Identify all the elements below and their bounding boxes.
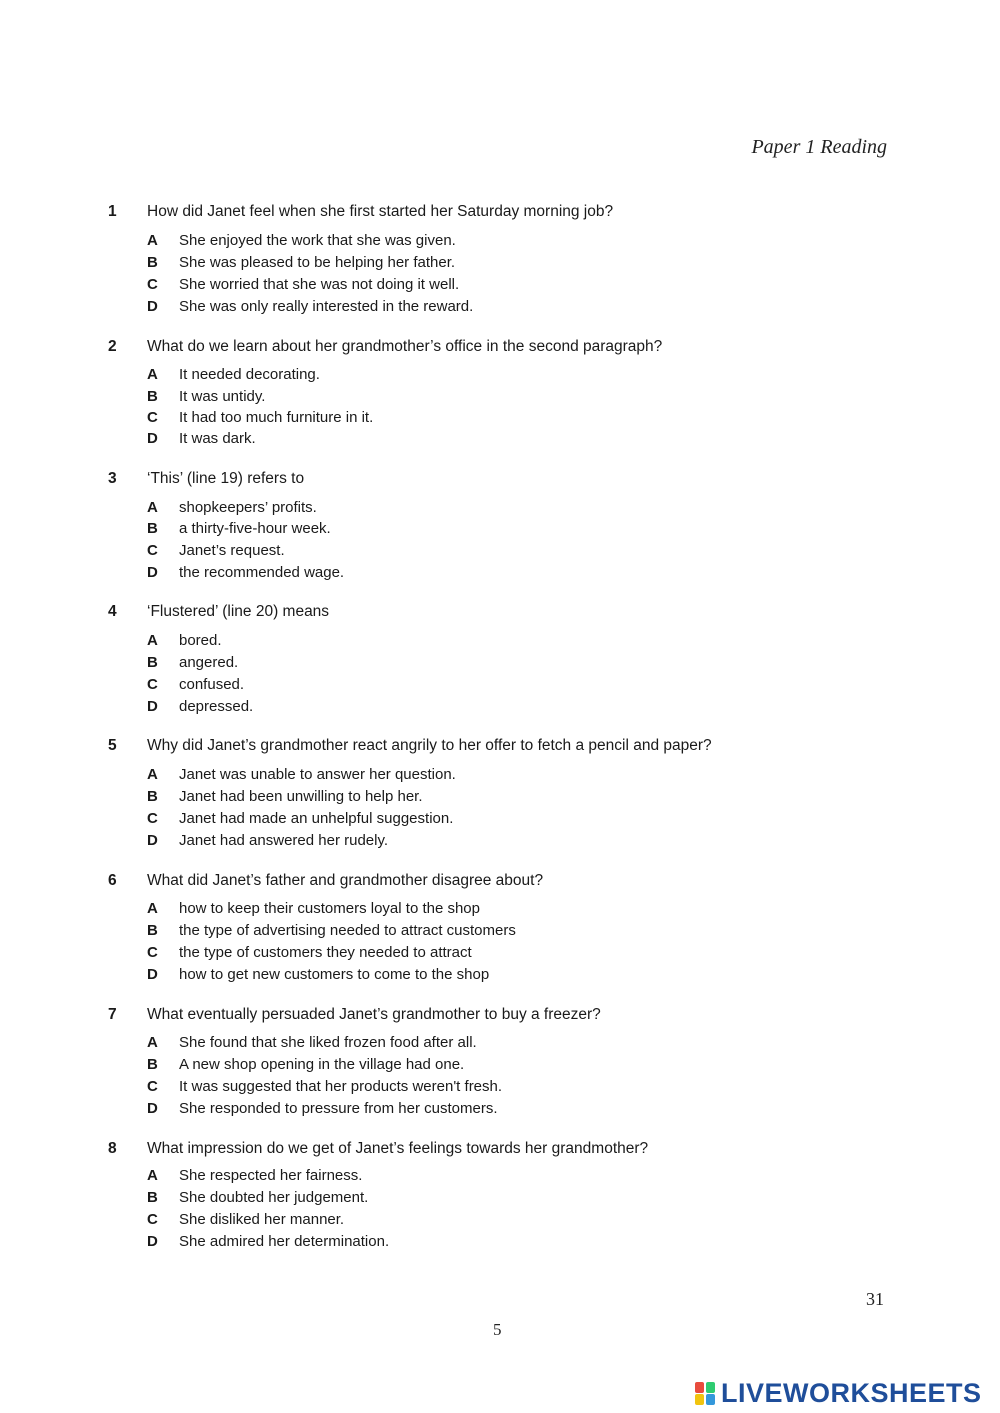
option-2c[interactable] [0,409,1000,431]
option-6d[interactable] [0,966,1000,988]
option-text: Janet had made an unhelpful suggestion. [179,810,454,827]
option-text: Janet was unable to answer her question. [179,766,456,783]
option-text: It was suggested that her products weren't fresh. [179,1078,503,1095]
option-letter: D [147,966,158,983]
question-text: How did Janet feel when she first started her Saturday morning job? [147,203,614,220]
option-7d[interactable] [0,1100,1000,1122]
option-text: She admired her determination. [179,1233,390,1250]
option-letter: A [147,766,158,783]
question-text: ‘Flustered’ (line 20) means [147,603,330,620]
option-letter: B [147,254,158,271]
option-7b[interactable] [0,1056,1000,1078]
option-letter: D [147,1233,158,1250]
option-text: She respected her fairness. [179,1167,363,1184]
option-1c[interactable] [0,276,1000,298]
option-letter: B [147,922,158,939]
option-2a[interactable] [0,366,1000,388]
option-5d[interactable] [0,832,1000,854]
option-text: She enjoyed the work that she was given. [179,232,456,249]
option-letter: C [147,810,158,827]
book-page-number: 31 [866,1289,884,1309]
option-letter: D [147,1100,158,1117]
option-8c[interactable] [0,1211,1000,1233]
option-4a[interactable] [0,632,1000,654]
option-text: a thirty-five-hour week. [179,520,331,537]
option-6c[interactable] [0,944,1000,966]
option-letter: B [147,1056,158,1073]
option-letter: D [147,698,158,715]
question-number: 2 [108,338,117,355]
option-letter: C [147,944,158,961]
option-3c[interactable] [0,542,1000,564]
question-text: What do we learn about her grandmother’s office in the second paragraph? [147,338,663,355]
option-text: It was dark. [179,430,256,447]
option-letter: B [147,654,158,671]
option-letter: C [147,676,158,693]
option-text: It had too much furniture in it. [179,409,374,426]
option-letter: A [147,232,158,249]
question-text: Why did Janet’s grandmother react angrily to her offer to fetch a pencil and paper? [147,737,712,754]
option-text: Janet had answered her rudely. [179,832,389,849]
option-letter: A [147,499,158,516]
worksheet-page-number: 5 [493,1320,502,1339]
question-text: ‘This’ (line 19) refers to [147,470,305,487]
option-text: the type of advertising needed to attract customers [179,922,516,939]
page-header-title: Paper 1 Reading [751,136,887,158]
liveworksheets-brand[interactable] [695,1378,982,1408]
option-letter: D [147,298,158,315]
option-text: Janet’s request. [179,542,285,559]
option-letter: A [147,1034,158,1051]
question-number: 5 [108,737,117,754]
option-text: It was untidy. [179,388,266,405]
option-letter: C [147,542,158,559]
option-4b[interactable] [0,654,1000,676]
option-2b[interactable] [0,388,1000,410]
option-text: the type of customers they needed to attract [179,944,472,961]
option-text: confused. [179,676,245,693]
option-6a[interactable] [0,900,1000,922]
option-text: It needed decorating. [179,366,320,383]
option-text: angered. [179,654,239,671]
option-letter: D [147,564,158,581]
option-text: A new shop opening in the village had one. [179,1056,465,1073]
liveworksheets-logo-icon [695,1380,717,1406]
option-text: how to keep their customers loyal to the shop [179,900,480,917]
option-1b[interactable] [0,254,1000,276]
option-letter: C [147,276,158,293]
option-5b[interactable] [0,788,1000,810]
option-letter: A [147,366,158,383]
option-text: how to get new customers to come to the shop [179,966,490,983]
option-letter: B [147,520,158,537]
option-letter: C [147,1078,158,1095]
option-text: She worried that she was not doing it well. [179,276,460,293]
option-text: She doubted her judgement. [179,1189,369,1206]
option-letter: D [147,832,158,849]
option-text: She found that she liked frozen food after all. [179,1034,477,1051]
option-3d[interactable] [0,564,1000,586]
option-4c[interactable] [0,676,1000,698]
question-number: 8 [108,1140,117,1157]
question-number: 6 [108,872,117,889]
option-5a[interactable] [0,766,1000,788]
option-2d[interactable] [0,430,1000,452]
option-1d[interactable] [0,298,1000,320]
option-text: the recommended wage. [179,564,345,581]
option-text: She was pleased to be helping her father. [179,254,456,271]
option-5c[interactable] [0,810,1000,832]
brand-text: LIVEWORKSHEETS [721,1377,982,1408]
option-text: She was only really interested in the reward. [179,298,474,315]
option-6b[interactable] [0,922,1000,944]
question-number: 3 [108,470,117,487]
option-letter: A [147,1167,158,1184]
option-text: depressed. [179,698,254,715]
option-8b[interactable] [0,1189,1000,1211]
option-text: shopkeepers’ profits. [179,499,317,516]
option-letter: A [147,632,158,649]
question-text: What impression do we get of Janet’s feelings towards her grandmother? [147,1140,649,1157]
option-4d[interactable] [0,698,1000,720]
question-text: What eventually persuaded Janet’s grandmother to buy a freezer? [147,1006,601,1023]
option-text: She disliked her manner. [179,1211,345,1228]
option-letter: C [147,1211,158,1228]
option-text: bored. [179,632,222,649]
option-7c[interactable] [0,1078,1000,1100]
option-8d[interactable] [0,1233,1000,1255]
option-text: She responded to pressure from her customers. [179,1100,498,1117]
option-letter: A [147,900,158,917]
option-letter: B [147,1189,158,1206]
option-7a[interactable] [0,1034,1000,1056]
question-number: 7 [108,1006,117,1023]
option-letter: D [147,430,158,447]
option-8a[interactable] [0,1167,1000,1189]
option-1a[interactable] [0,232,1000,254]
option-letter: B [147,788,158,805]
option-letter: B [147,388,158,405]
question-text: What did Janet’s father and grandmother disagree about? [147,872,544,889]
question-number: 1 [108,203,117,220]
option-3a[interactable] [0,499,1000,521]
question-number: 4 [108,603,117,620]
option-3b[interactable] [0,520,1000,542]
option-text: Janet had been unwilling to help her. [179,788,423,805]
option-letter: C [147,409,158,426]
